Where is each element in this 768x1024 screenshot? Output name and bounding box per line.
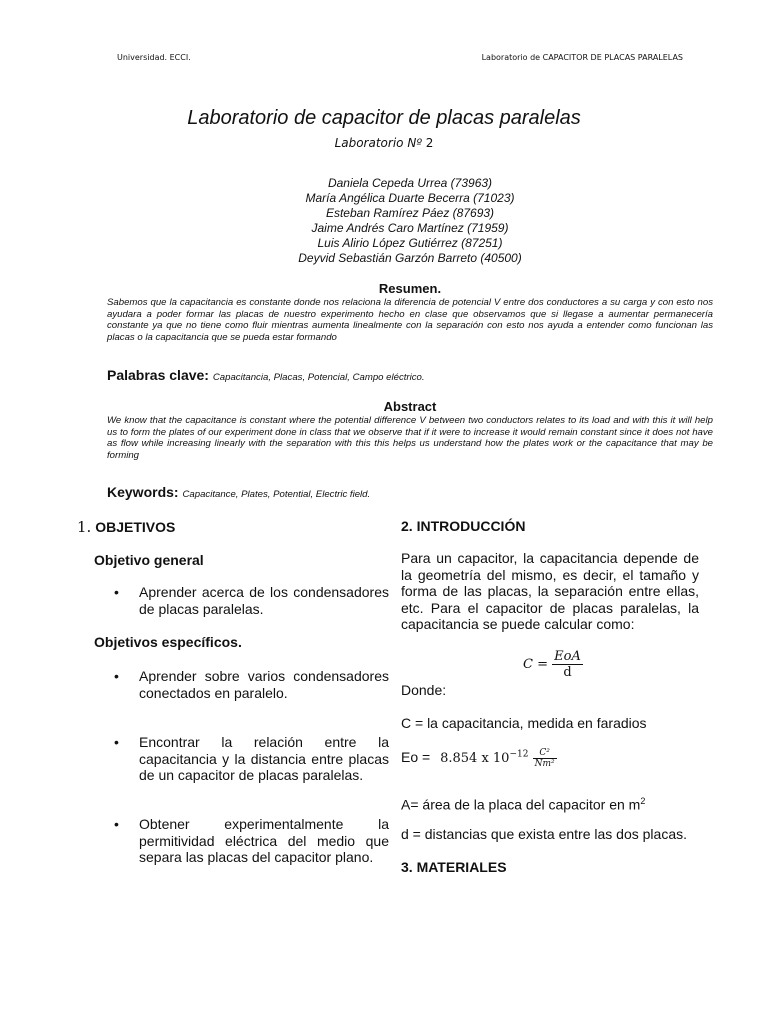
- eo-exponent: −12: [509, 749, 529, 760]
- palabras-clave-value: Capacitancia, Placas, Potencial, Campo eléctrico.: [212, 372, 425, 383]
- page-header-right: Laboratorio de CAPACITOR DE PLACAS PARALELAS: [481, 53, 683, 62]
- definition-a-text: A= área de la placa del capacitor en m: [401, 796, 641, 813]
- eo-unit-numerator: C²: [533, 748, 557, 759]
- eo-unit: [533, 748, 557, 769]
- abstract-heading: Abstract: [383, 399, 437, 414]
- donde-label: Donde:: [401, 682, 447, 698]
- objetivos-number: 1.: [77, 518, 92, 536]
- list-item: [114, 734, 389, 784]
- bullet-icon: •: [114, 668, 119, 684]
- bullet-icon: •: [114, 734, 119, 750]
- document-title: Laboratorio de capacitor de placas paralelas: [187, 107, 581, 129]
- list-item-text: Aprender sobre varios condensadores conectados en paralelo.: [139, 668, 389, 701]
- keywords-value: Capacitance, Plates, Potential, Electric field.: [182, 489, 371, 500]
- author: Jaime Andrés Caro Martínez (71959): [311, 221, 509, 235]
- keywords-label: Keywords:: [107, 484, 179, 500]
- objetivos-title: OBJETIVOS: [95, 519, 176, 535]
- capacitance-formula: [523, 649, 583, 680]
- list-item: [114, 668, 389, 701]
- definition-c: C = la capacitancia, medida en faradios: [401, 715, 647, 731]
- list-item: [114, 584, 389, 617]
- formula-fraction: [552, 649, 583, 680]
- definition-d: d = distancias que exista entre las dos placas.: [401, 826, 688, 842]
- introduccion-heading: 2. INTRODUCCIÓN: [401, 518, 526, 534]
- bullet-icon: •: [114, 584, 119, 600]
- list-item-text: Obtener experimentalmente la permitividad eléctrica del medio que separa las placas del capacitor plano.: [139, 816, 389, 865]
- introduccion-paragraph: Para un capacitor, la capacitancia depende de la geometría del mismo, es decir, el tamaño y forma de las placas, la separación entre ellas, etc. Para el capacitor de placas paralelas, la capacitancia se puede calcular como:: [401, 550, 699, 632]
- palabras-clave: [107, 367, 425, 383]
- list-item-text: Aprender acerca de los condensadores de placas paralelas.: [139, 584, 389, 617]
- author: Esteban Ramírez Páez (87693): [325, 206, 495, 220]
- eo-mantissa: 8.854 x 10: [440, 751, 510, 766]
- eo-label: Eo =: [401, 749, 431, 765]
- permittivity-constant: [401, 748, 557, 769]
- formula-denominator: d: [563, 665, 572, 680]
- definition-a-superscript: 2: [640, 796, 646, 806]
- objetivos-especificos-heading: Objetivos específicos.: [94, 634, 242, 650]
- author-list: [0, 176, 768, 266]
- bullet-icon: •: [114, 816, 119, 832]
- list-item-text: Encontrar la relación entre la capacitancia y la distancia entre placas de un capacitor de placas paralelas.: [139, 734, 389, 783]
- materiales-heading: 3. MATERIALES: [401, 859, 507, 875]
- formula-lhs: C =: [523, 657, 548, 672]
- palabras-clave-label: Palabras clave:: [107, 367, 209, 383]
- author: María Angélica Duarte Becerra (71023): [305, 191, 515, 205]
- author: Deyvid Sebastián Garzón Barreto (40500): [298, 251, 522, 265]
- page-header-left: Universidad. ECCI.: [117, 53, 191, 62]
- author: Daniela Cepeda Urrea (73963): [327, 176, 493, 190]
- resumen-heading: Resumen.: [378, 281, 442, 296]
- list-item: [114, 816, 389, 866]
- abstract-text: We know that the capacitance is constant where the potential difference V between two conductors relates to its load and with this it will help us to form the plates of our experiment done in class that we observe that if it were to increase it would remain constant since it does not have as flow while increasing linearly with the separation with this this helps us understand how the plates work or the capacitance that may be forming: [107, 415, 713, 461]
- document-subtitle: [0, 136, 768, 150]
- formula-numerator: EoA: [554, 649, 581, 664]
- keywords: [107, 484, 370, 500]
- subtitle-number: 2: [425, 136, 434, 150]
- subtitle-label: Laboratorio Nº: [334, 136, 422, 150]
- definition-a: [401, 793, 699, 813]
- author: Luis Alirio López Gutiérrez (87251): [317, 236, 503, 250]
- eo-value: [440, 748, 557, 769]
- resumen-text: Sabemos que la capacitancia es constante donde nos relaciona la diferencia de potencial V entre dos conductores a su carga y con esto nos ayudara a poder formar las placas de nuestro experimento hecho en clase que observamos que si llegase a aumentar permanecería constante ya que no tiene como fluir mientras aumenta linealmente con la separación con esto nos ayuda a entender como funcionan las placas o la capacitancia que se pueda estar formando: [107, 297, 713, 343]
- objetivo-general-heading: Objetivo general: [94, 552, 204, 568]
- objetivos-heading: [77, 518, 175, 536]
- eo-unit-denominator: Nm²: [534, 759, 555, 769]
